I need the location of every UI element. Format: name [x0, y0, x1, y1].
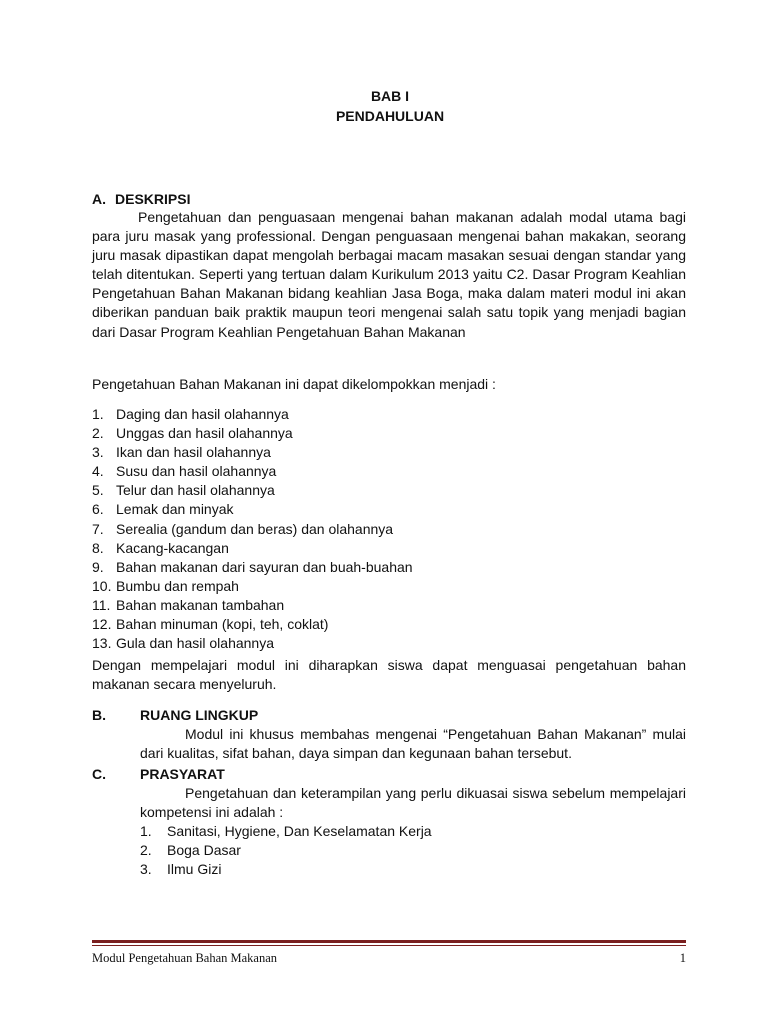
prerequisite-list	[140, 822, 686, 879]
food-group-list	[92, 405, 686, 653]
list-item-number: 3.	[92, 444, 104, 461]
list-item-text: Bahan minuman (kopi, teh, coklat)	[116, 616, 329, 633]
list-item-text: Serealia (gandum dan beras) dan olahannya	[116, 520, 394, 537]
section-b-paragraph: Modul ini khusus membahas mengenai “Pengetahuan Bahan Makanan” mulai dari kualitas, sifat bahan, daya simpan dan kegunaan bahan tersebut.	[140, 726, 686, 762]
footer-rule-thick	[92, 940, 686, 943]
section-b-heading	[92, 706, 258, 724]
list-item-text: Kacang-kacangan	[116, 539, 229, 556]
list-item	[140, 822, 686, 841]
list-item	[92, 577, 686, 596]
list-item-text: Boga Dasar	[167, 842, 241, 859]
section-c-heading	[92, 765, 225, 783]
list-item-number: 11.	[92, 596, 111, 613]
list-item-number: 2.	[140, 842, 152, 859]
list-item-number: 7.	[92, 520, 104, 537]
list-item-number: 4.	[92, 463, 104, 480]
list-item	[92, 481, 686, 500]
list-item-number: 2.	[92, 425, 104, 442]
list-item-number: 12.	[92, 616, 112, 633]
section-a-intro: Pengetahuan Bahan Makanan ini dapat dikelompokkan menjadi :	[92, 376, 496, 392]
list-item-number: 10.	[92, 577, 112, 594]
list-item	[92, 462, 686, 481]
chapter-number: BAB I	[370, 88, 410, 104]
list-item-text: Telur dan hasil olahannya	[116, 482, 275, 499]
page-number: 1	[679, 951, 686, 965]
list-item-text: Bumbu dan rempah	[116, 577, 239, 594]
section-c-title: PRASYARAT	[140, 766, 225, 782]
list-item-text: Daging dan hasil olahannya	[116, 406, 289, 422]
list-item-number: 1.	[92, 406, 104, 422]
list-item-text: Lemak dan minyak	[116, 501, 234, 518]
list-item-number: 5.	[92, 482, 104, 499]
section-a-letter: A.	[92, 191, 106, 207]
list-item-number: 6.	[92, 501, 104, 518]
list-item-text: Ikan dan hasil olahannya	[116, 444, 271, 461]
section-c-paragraph: Pengetahuan dan keterampilan yang perlu dikuasai siswa sebelum mempelajari kompetensi ini adalah :	[140, 785, 686, 821]
list-item-text: Bahan makanan tambahan	[116, 596, 285, 613]
list-item	[92, 634, 686, 653]
chapter-title: PENDAHULUAN	[335, 108, 445, 124]
list-item-number: 1.	[140, 823, 152, 839]
section-b-title: RUANG LINGKUP	[140, 707, 259, 723]
section-c-letter: C.	[92, 766, 106, 782]
list-item-number: 8.	[92, 539, 104, 556]
list-item	[140, 860, 686, 879]
list-item	[92, 424, 686, 443]
list-item	[92, 596, 686, 615]
list-item-text: Sanitasi, Hygiene, Dan Keselamatan Kerja	[167, 823, 432, 839]
list-item-number: 9.	[92, 558, 104, 575]
list-item-text: Bahan makanan dari sayuran dan buah-buahan	[116, 558, 413, 575]
list-item	[92, 558, 686, 577]
section-a-closing: Dengan mempelajari modul ini diharapkan siswa dapat menguasai pengetahuan bahan makanan secara menyeluruh.	[92, 657, 686, 693]
list-item-number: 3.	[140, 861, 152, 878]
list-item	[140, 841, 686, 860]
list-item-text: Susu dan hasil olahannya	[116, 463, 277, 480]
section-a-title: DESKRIPSI	[115, 191, 191, 207]
section-a-paragraph: Pengetahuan dan penguasaan mengenai bahan makanan adalah modal utama bagi para juru masak yang professional. Dengan penguasaan mengenai bahan makakan, seorang juru masak dipastikan dapat mengolah berbagai macam masakan sesuai dengan standar yang telah ditentukan. Seperti yang tertuan dalam Kurikulum 2013 yaitu C2. Dasar Program Keahlian Pengetahuan Bahan Makanan bidang keahlian Jasa Boga, maka dalam materi modul ini akan diberikan panduan baik praktik maupun teori mengenai salah satu topik yang menjadi bagian dari Dasar Program Keahlian Pengetahuan Bahan Makanan	[92, 209, 686, 340]
list-item	[92, 500, 686, 519]
list-item	[92, 520, 686, 539]
list-item-text: Gula dan hasil olahannya	[116, 635, 275, 652]
list-item-text: Ilmu Gizi	[167, 861, 222, 878]
list-item	[92, 615, 686, 634]
list-item	[92, 405, 686, 424]
list-item-number: 13.	[92, 635, 112, 652]
section-a-heading	[92, 190, 190, 208]
footer-rule-thin	[92, 945, 686, 946]
list-item	[92, 443, 686, 462]
list-item	[92, 539, 686, 558]
section-b-letter: B.	[92, 707, 106, 723]
list-item-text: Unggas dan hasil olahannya	[116, 425, 293, 442]
footer-module-title: Modul Pengetahuan Bahan Makanan	[92, 951, 278, 965]
